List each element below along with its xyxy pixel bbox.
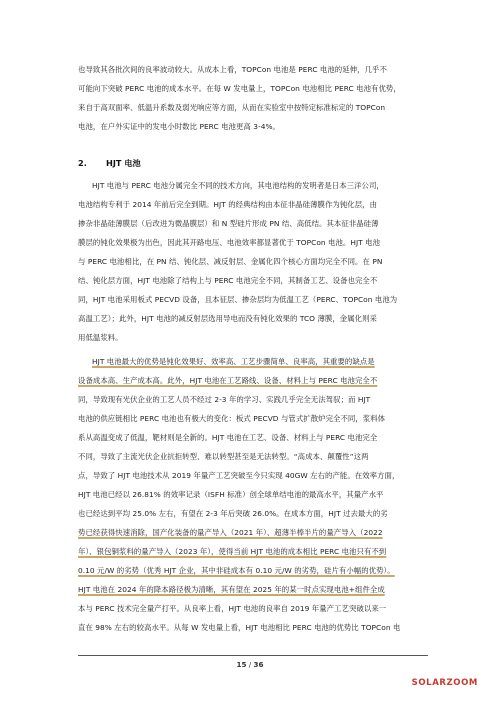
- text-line: HJT 电池最大的优势是钝化效果好、效率高、工艺步骤简单、良率高，其重要的缺点是: [92, 357, 375, 366]
- text-line: 不同，导致了主流光伏企业抗拒转型、难以转型甚至是无法转型。“高成本、颠覆性”这两: [78, 452, 369, 461]
- text-line: 电池，在户外实证中的发电小时数比 PERC 电池更高 3-4%。: [78, 122, 280, 131]
- section-title: HJT 电池: [106, 158, 141, 168]
- text-line: 点，导致了 HJT 电池技术从 2019 年量产工艺突破至今只实现 40GW 左右的产能。在效率方面，: [78, 471, 400, 480]
- page-separator: /: [248, 660, 252, 669]
- brand-logo: SOLARZOOM: [411, 678, 478, 688]
- text-line: 0.10 元/W 的劣势（优秀 HJT 企业，其中非硅成本有 0.10 元/W 的劣势，硅片有小幅的优势）。: [78, 566, 395, 575]
- page-total: 36: [253, 660, 264, 669]
- footer-rule: [78, 655, 428, 656]
- text-line: 可能向下突破 PERC 电池的成本水平。在每 W 发电量上，TOPCon 电池相比 PERC 电池有优势，: [78, 84, 401, 93]
- text-line: 同，HJT 电池采用板式 PECVD 设备，且本征层、掺杂层均为低温工艺（PERC、TOPCon 电池为: [78, 295, 398, 304]
- text-line: 与 PERC 电池相比，在 PN 结、钝化层、减反射层、金属化四个核心方面均完全不同。在 PN: [78, 257, 383, 266]
- text-line: 也已经达到平均 25.0% 左右，有望在 2-3 年后突破 26.0%。在成本方面，HJT 过去最大的劣: [78, 509, 388, 518]
- text-line: 年）、银包铜浆料的量产导入（2023 年），使得当前 HJT 电池的成本相比 PERC 电池只有不到: [78, 547, 387, 556]
- text-line: 直在 98% 左右的较高水平。从每 W 发电量上看，HJT 电池相比 PERC 电池的优势比 TOPCon 电: [78, 623, 401, 632]
- intro-paragraph: [78, 60, 428, 136]
- text-line: 同，导致现有光伏企业的工艺人员不经过 2-3 年的学习、实践几乎完全无法驾驭；而 HJT: [78, 395, 371, 404]
- text-line: 来自于高双面率、低温升系数及弱光响应等方面，从而在实验室中按特定标准标定的 TOPCon: [78, 103, 386, 112]
- text-line: HJT 电池与 PERC 电池分属完全不同的技术方向，其电池结构的发明者是日本三洋公司，: [92, 181, 384, 190]
- text-line: 高温工艺）；此外，HJT 电池的减反射层选用导电而没有钝化效果的 TCO 薄膜，金属化则采: [78, 314, 377, 323]
- text-line: HJT 电池已经以 26.81% 的效率记录（ISFH 标准）创全球单结电池的最高水平，其量产水平: [78, 490, 384, 499]
- page-current: 15: [236, 660, 247, 669]
- text-line: 势已经获得快速消除，国产化装备的量产导入（2021 年）、超薄半棒半片的量产导入（2022: [78, 528, 383, 537]
- text-line: 用低温浆料。: [78, 333, 123, 342]
- text-line: 系从高温变成了低温，靶材则是全新的。HJT 电池在工艺、设备、材料上与 PERC 电池完全: [78, 433, 378, 442]
- text-line: 设备成本高、生产成本高。此外，HJT 电池在工艺路线、设备、材料上与 PERC 电池完全不: [78, 376, 378, 385]
- text-line: 结、钝化层方面，HJT 电池除了结构上与 PERC 电池完全不同，其制备工艺、设备也完全不: [78, 276, 378, 285]
- text-line: 掺杂非晶硅薄膜层（后改进为微晶膜层）和 N 型硅片形成 PN 结、高低结。其本征非晶硅薄: [78, 219, 379, 228]
- text-line: 本与 PERC 技术完全量产打平。从良率上看，HJT 电池的良率自 2019 年量产工艺突破以来一: [78, 604, 387, 613]
- page-number: [0, 660, 500, 669]
- section-heading: [78, 158, 141, 169]
- hjt-paragraph-1: [78, 176, 428, 347]
- text-line: 电池结构专利于 2014 年前后完全到期。HJT 的经典结构由本征非晶硅薄膜作为钝化层，由: [78, 200, 378, 209]
- text-line: 也导致其各批次间的良率波动较大。从成本上看，TOPCon 电池是 PERC 电池的延伸，几乎不: [78, 65, 387, 74]
- text-line: 膜层的钝化效果极为出色，因此其开路电压、电池效率都显著优于 TOPCon 电池。HJT 电池: [78, 238, 381, 247]
- section-number: 2.: [78, 158, 87, 168]
- hjt-paragraph-2: [78, 352, 428, 637]
- text-line: 电池的供应链相比 PERC 电池也有极大的变化：板式 PECVD 与管式扩散炉完全不同，浆料体: [78, 414, 386, 423]
- text-line: HJT 电池在 2024 年的降本路径极为清晰，其有望在 2025 年的某一时点实现电池+组件全成: [78, 585, 385, 594]
